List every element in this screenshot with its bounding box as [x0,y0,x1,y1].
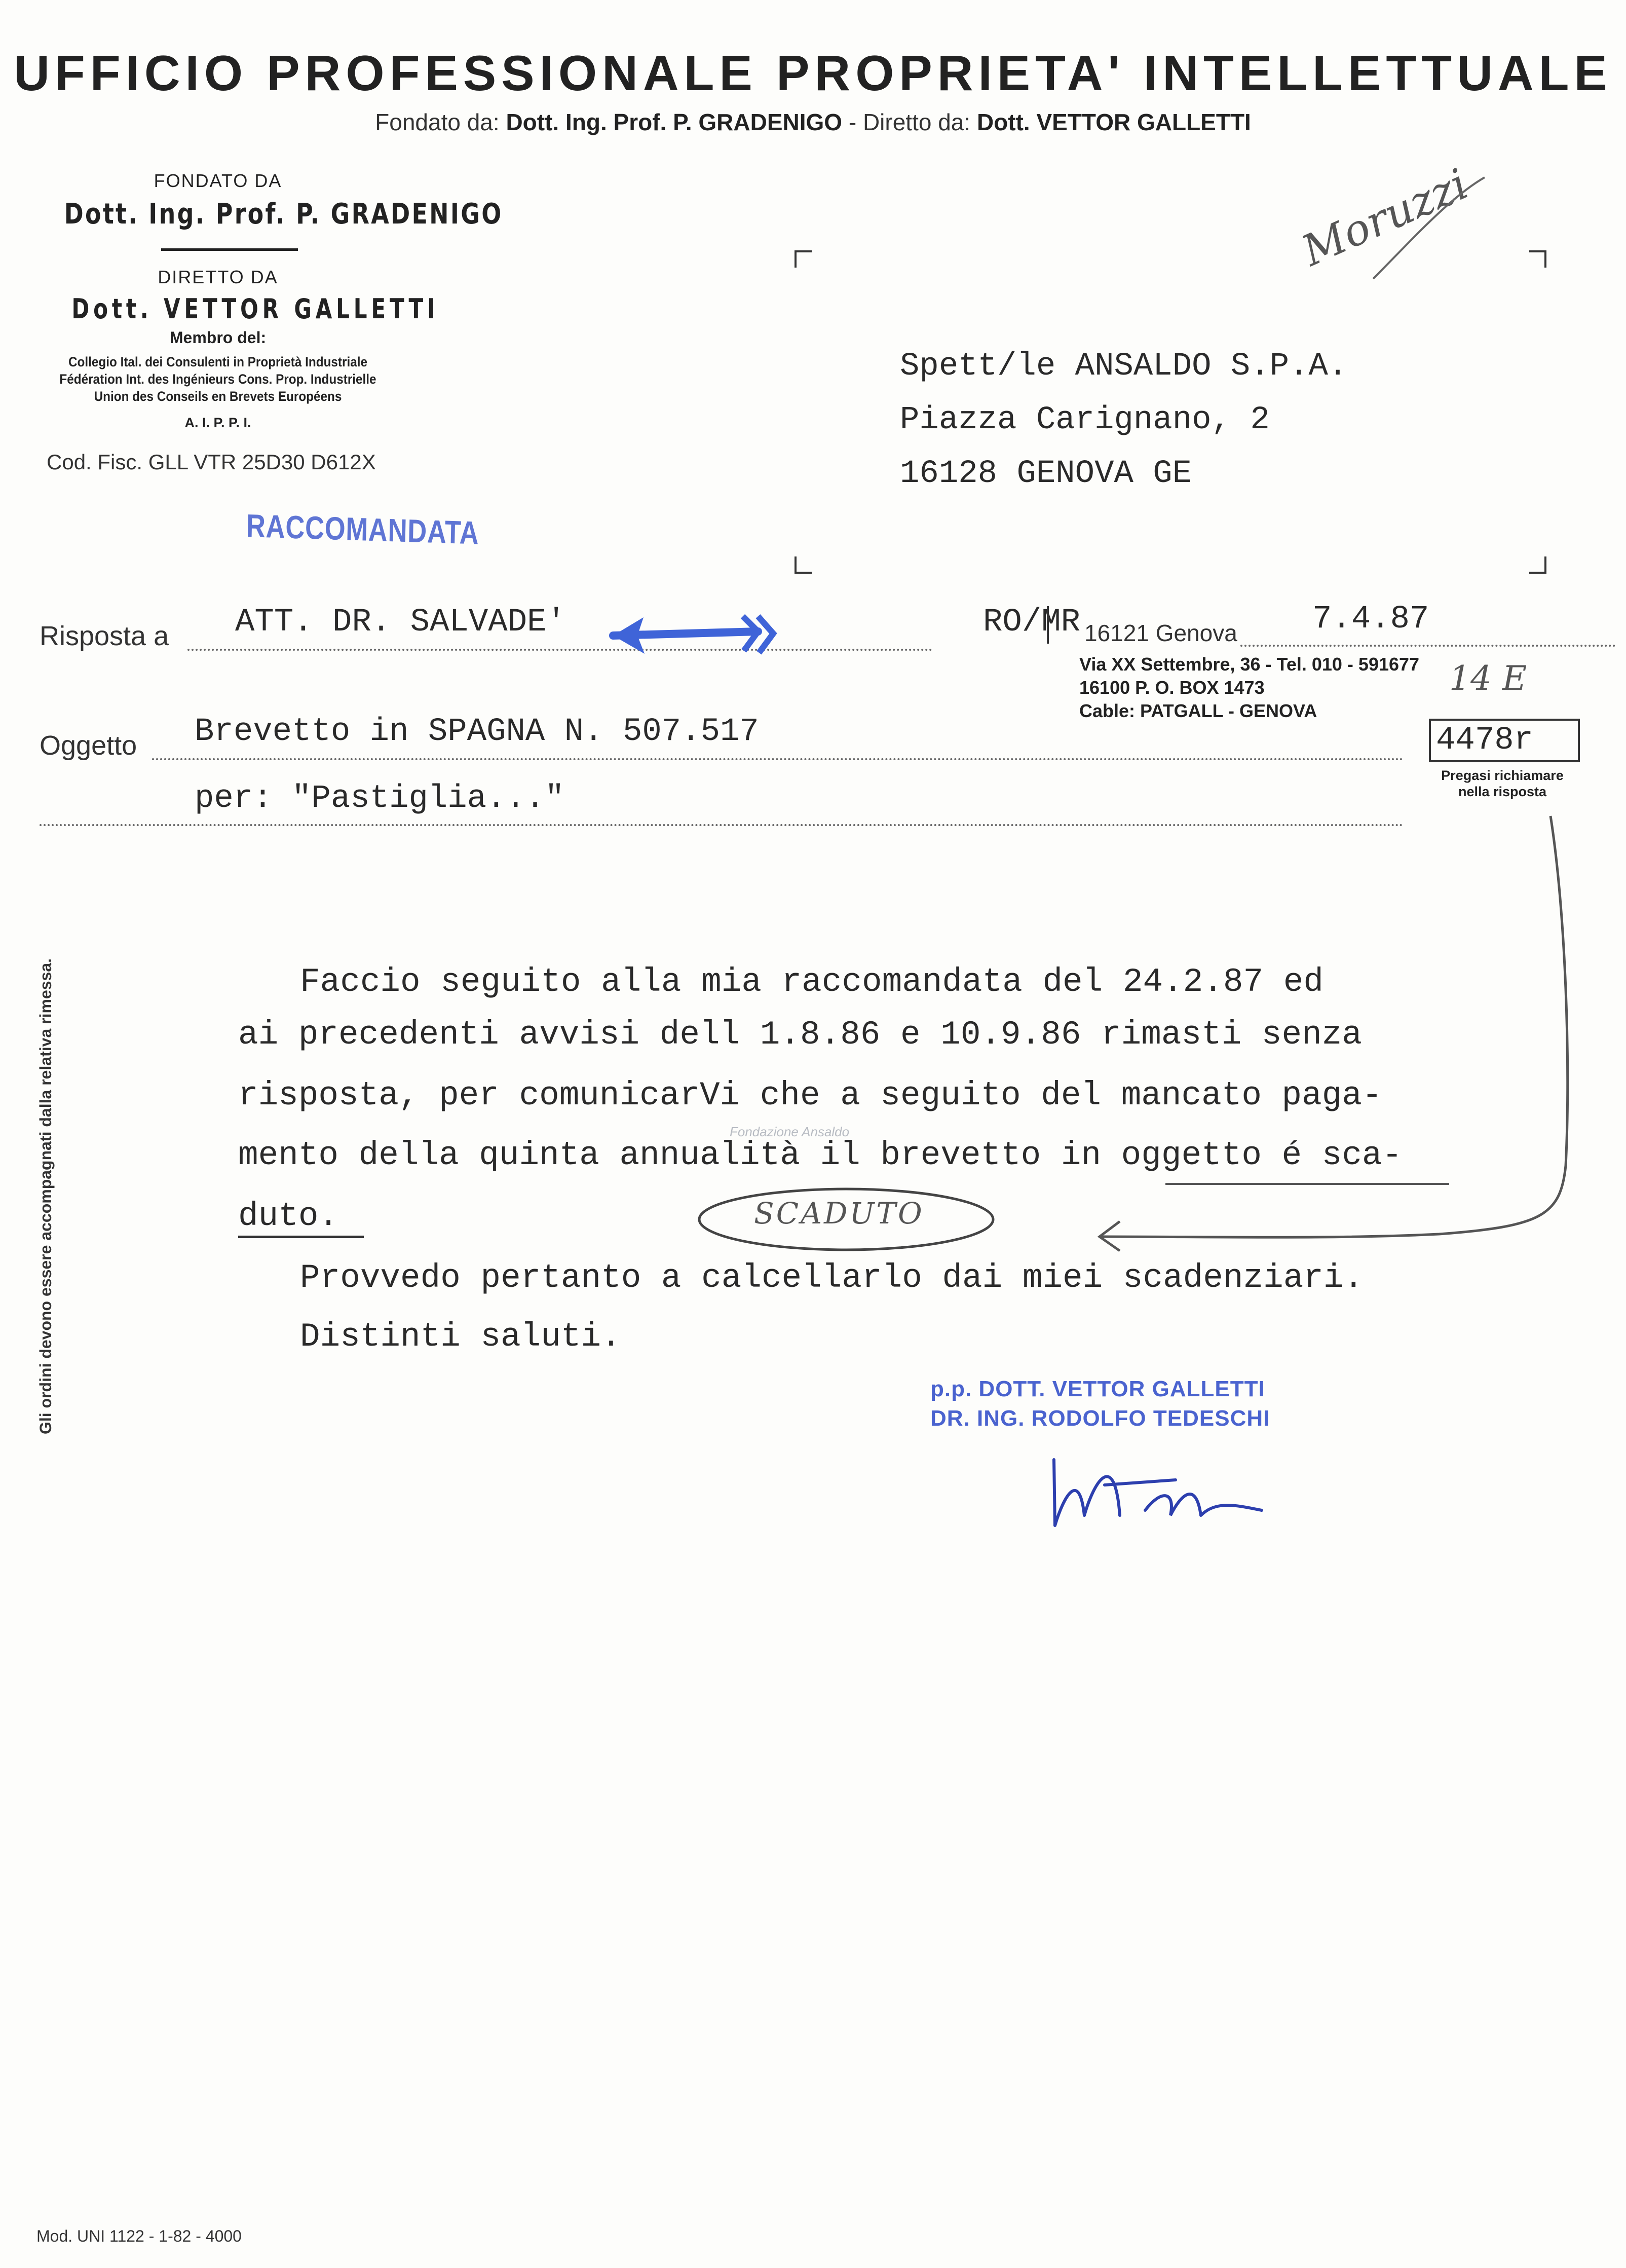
tax-code: Cod. Fisc. GLL VTR 25D30 D612X [47,450,376,474]
letterhead-separator: - [848,109,857,135]
pencil-underline [1165,1183,1449,1185]
office-pobox: 16100 P. O. BOX 1473 [1079,677,1265,698]
subject-dotline-1 [152,758,1404,760]
reply-dotline [187,649,932,651]
founder-rule [161,248,298,251]
signature-line-1: p.p. DOTT. VETTOR GALLETTI [930,1377,1265,1401]
underline-scaduto [238,1236,364,1238]
handwritten-moruzzi: Moruzzi [1295,159,1476,276]
protocol-number: 4478r [1429,719,1580,762]
office-address: Via XX Settembre, 36 - Tel. 010 - 591677 [1079,654,1420,675]
body-line-4: mento della quinta annualità il brevetto in oggetto é sca- [238,1136,1403,1174]
protocol-note-2: nella risposta [1458,784,1547,799]
letter-date: 7.4.87 [1312,601,1429,638]
watermark: Fondazione Ansaldo [730,1124,850,1139]
office-cable: Cable: PATGALL - GENOVA [1079,700,1317,721]
form-code: Mod. UNI 1122 - 1-82 - 4000 [36,2227,242,2245]
subject-line-1: Brevetto in SPAGNA N. 507.517 [195,714,759,750]
founded-caption: FONDATO DA [154,170,282,191]
body-line-5: duto. [238,1197,339,1235]
body-line-1: Faccio seguito alla mia raccomandata del 24.2.87 ed [300,963,1324,1001]
ref-bar [1047,606,1049,644]
directed-name: Dott. VETTOR GALLETTI [976,109,1251,135]
city-label: 16121 Genova [1084,620,1237,646]
handwritten-scaduto: SCADUTO [754,1196,924,1231]
founder-name: Dott. Ing. Prof. P. GRADENIGO [64,198,503,231]
body-line-7: Distinti saluti. [300,1318,621,1356]
address-bracket-tr [1529,250,1546,268]
membership-2: Fédération Int. des Ingénieurs Cons. Prop. Industrielle [59,371,376,387]
membership-1: Collegio Ital. dei Consulenti in Proprietà Industriale [68,354,368,369]
membership-4: A. I. P. P. I. [184,415,251,430]
recipient-line-2: Piazza Carignano, 2 [900,402,1270,438]
reply-reference: RO/MR [983,604,1081,641]
body-line-2: ai precedenti avvisi dell 1.8.86 e 10.9.86 rimasti senza [238,1016,1362,1054]
date-dotline [1240,645,1615,647]
subject-label: Oggetto [40,730,137,761]
pencil-arrow-icon [1084,811,1571,1267]
founded-name: Dott. Ing. Prof. P. GRADENIGO [506,109,843,135]
member-caption: Membro del: [169,328,267,347]
directed-caption: DIRETTO DA [158,267,278,287]
handwritten-stroke [1368,167,1490,289]
signature-line-2: DR. ING. RODOLFO TEDESCHI [930,1406,1270,1431]
directed-label: Diretto da: [862,109,971,135]
address-bracket-tl [795,250,812,268]
body-line-3: risposta, per comunicarVi che a seguito del mancato paga- [238,1076,1382,1114]
handwritten-signature-icon [1044,1439,1267,1536]
reply-label: Risposta a [40,621,169,651]
subject-line-2: per: "Pastiglia..." [195,780,564,817]
raccomandata-stamp: RACCOMANDATA [246,507,480,551]
reply-value: ATT. DR. SALVADE' [235,604,566,641]
membership-3: Union des Conseils en Brevets Européens [94,389,342,404]
body-line-6: Provvedo pertanto a calcellarlo dai miei scadenziari. [300,1259,1364,1297]
protocol-note-1: Pregasi richiamare [1441,768,1564,783]
director-name: Dott. VETTOR GALLETTI [71,293,439,325]
founded-label: Fondato da: [375,109,500,135]
recipient-line-1: Spett/le ANSALDO S.P.A. [900,348,1348,385]
blue-arrow-icon [606,611,783,660]
recipient-line-3: 16128 GENOVA GE [900,456,1192,492]
side-note: Gli ordini devono essere accompagnati dalla relativa rimessa. [36,958,55,1434]
address-bracket-br [1529,556,1546,574]
handwritten-14e: 14 E [1449,659,1527,698]
address-bracket-bl [795,556,812,574]
letterhead-subtitle [0,108,1626,136]
letterhead-title: UFFICIO PROFESSIONALE PROPRIETA' INTELLETTUALE [14,45,1612,101]
